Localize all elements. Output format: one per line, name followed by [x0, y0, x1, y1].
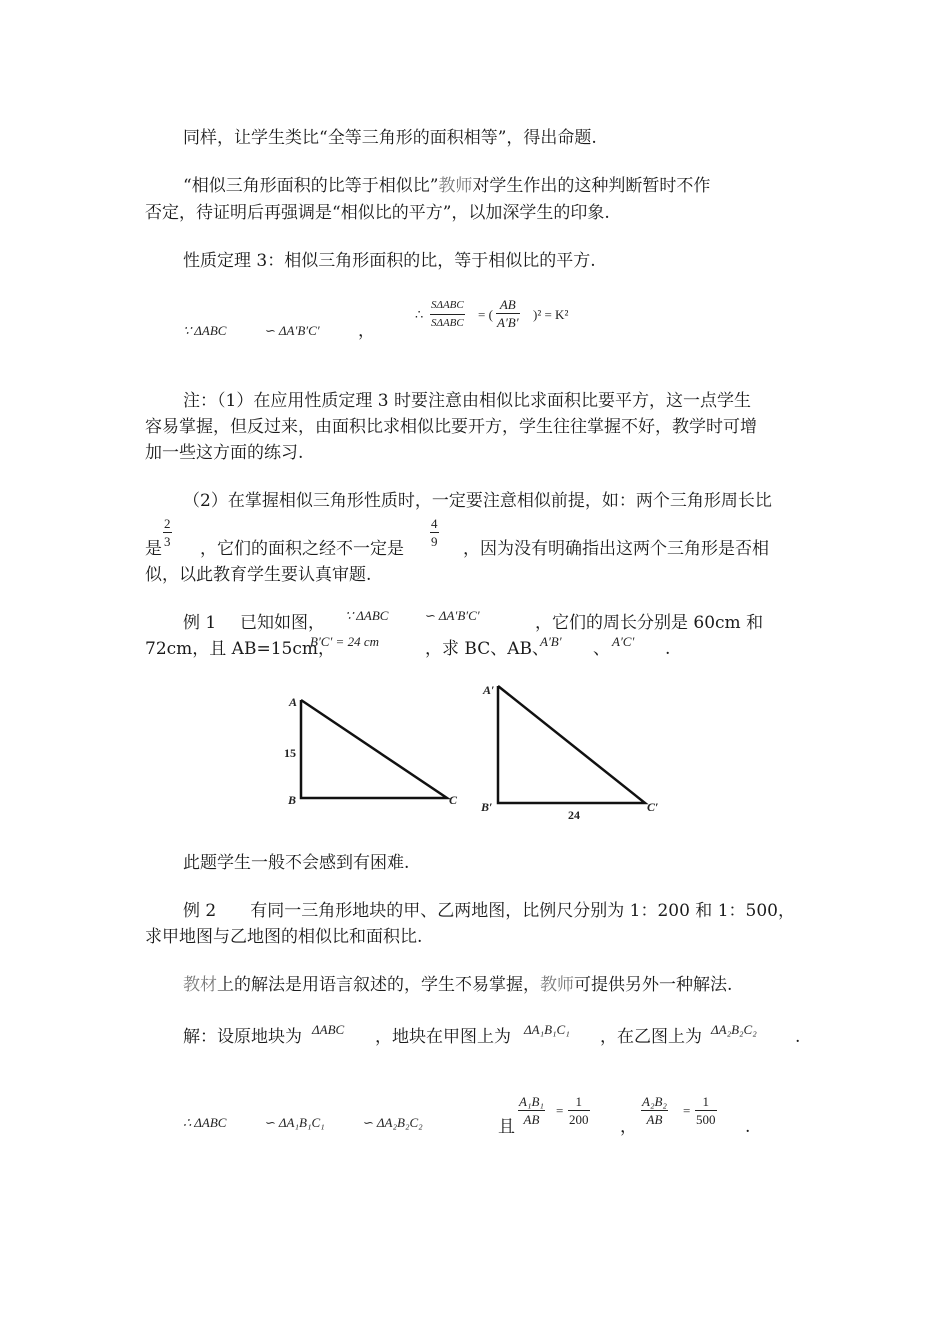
formula2-equals2: =	[683, 1103, 691, 1118]
solution-period: .	[795, 1027, 801, 1047]
value2-fraction	[695, 1094, 717, 1127]
solution-text3: ，在乙图上为	[600, 1027, 702, 1047]
example1-text4: ，求 BC、AB、	[425, 639, 549, 659]
area-numerator: SΔABC	[431, 299, 464, 311]
value1-denominator: 200	[569, 1112, 589, 1127]
area-guess-numerator: 4	[431, 516, 438, 531]
ratio1-numerator: A₁B₁	[519, 1094, 544, 1109]
teacher-link[interactable]: 教师	[438, 176, 473, 196]
side-ratio-fraction	[496, 297, 520, 330]
note2-shi: 是	[145, 539, 162, 559]
formula2-qie: 且	[498, 1117, 515, 1137]
area-guess-denominator: 9	[431, 534, 438, 549]
example1-because-abc: ∵ ΔABC	[345, 608, 389, 623]
note1-line1: 注：（1）在应用性质定理 3 时要注意由相似比求面积比要平方，这一点学生	[183, 391, 751, 411]
perimeter-denominator: 3	[164, 534, 171, 549]
side-bc-prime-length: 24	[568, 808, 580, 820]
proposition-rest: 对学生作出的这种判断暂时不作	[472, 176, 711, 196]
solution-a1b1c1: ΔA₁B₁C₁	[524, 1022, 570, 1037]
formula2-comma: ，	[620, 1117, 637, 1137]
perimeter-ratio-fraction	[163, 516, 172, 549]
example1-ab-prime: A′B′	[540, 634, 562, 649]
formula2-therefore-abc: ∴ ΔABC	[183, 1115, 227, 1130]
value2-numerator: 1	[702, 1094, 709, 1109]
paragraph-analogy: 同样，让学生类比“全等三角形的面积相等”，得出命题.	[183, 128, 597, 148]
example1-sep: 、	[593, 639, 610, 659]
side-numerator: AB	[499, 297, 516, 312]
formula-therefore: ∴	[415, 307, 424, 322]
ratio1-denominator: AB	[523, 1112, 540, 1127]
example1-period: .	[665, 639, 671, 659]
paragraph-proposition-line1	[183, 175, 710, 197]
solution-abc: ΔABC	[312, 1022, 345, 1037]
triangle-abc-prime-sides	[498, 686, 645, 803]
formula2-similar-a2: ∽ ΔA₂B₂C₂	[363, 1115, 423, 1130]
textbook-text: 上的解法是用语言叙述的，学生不易掌握，	[217, 975, 540, 995]
example1-text1: 已知如图，	[240, 613, 325, 633]
note2-end: ，因为没有明确指出这两个三角形是否相	[463, 539, 769, 559]
paragraph-easy: 此题学生一般不会感到有困难.	[183, 853, 410, 873]
vertex-c-prime-label: C′	[647, 800, 659, 814]
note2-line1: （2）在掌握相似三角形性质时，一定要注意相似前提，如：两个三角形周长比	[183, 491, 772, 511]
ratio2-numerator: A₂B₂	[642, 1094, 667, 1109]
side-denominator: A′B′	[497, 315, 519, 330]
theorem-3: 性质定理 3：相似三角形面积的比，等于相似比的平方.	[183, 251, 596, 271]
formula-squared-k: )² = K²	[533, 307, 569, 322]
proposition-quote: “相似三角形面积的比等于相似比”	[183, 176, 439, 196]
area-ratio-fraction	[430, 298, 465, 331]
example1-ac-prime: A′C′	[612, 634, 635, 649]
formula-comma: ，	[358, 321, 375, 341]
triangle-abc	[284, 695, 458, 807]
solution-text1: 解：设原地块为	[183, 1027, 302, 1047]
vertex-c-label: C	[449, 793, 458, 807]
formula-because-abc: ∵ ΔABC	[183, 323, 227, 338]
triangle-figures	[0, 680, 950, 820]
vertex-b-prime-label: B′	[481, 800, 493, 814]
formula-equals-paren: = (	[478, 307, 493, 322]
value1-fraction	[568, 1094, 590, 1127]
vertex-b-label: B	[288, 793, 297, 807]
example2-line1: 例 2 有同一三角形地块的甲、乙两地图，比例尺分别为 1：200 和 1：500，	[183, 901, 795, 921]
formula2-period: .	[745, 1117, 751, 1137]
value1-numerator: 1	[575, 1094, 582, 1109]
value2-denominator: 500	[696, 1112, 716, 1127]
area-denominator: SΔABC	[431, 317, 464, 329]
example1-text3: 72cm，且 AB=15cm，	[145, 639, 335, 659]
solution-a2b2c2: ΔA₂B₂C₂	[711, 1022, 757, 1037]
perimeter-numerator: 2	[164, 516, 171, 531]
vertex-a-prime-label: A′	[483, 683, 495, 697]
textbook-link[interactable]: 教材	[183, 975, 217, 995]
triangle-abc-sides	[301, 700, 447, 798]
solution-text2: ，地块在甲图上为	[375, 1027, 511, 1047]
side-ab-length: 15	[284, 746, 296, 760]
ratio1-fraction	[518, 1094, 545, 1127]
paragraph-textbook	[183, 974, 732, 996]
triangle-abc-prime	[480, 683, 658, 820]
example2-line2: 求甲地图与乙地图的相似比和面积比.	[145, 927, 423, 947]
formula2-similar-a1: ∽ ΔA₁B₁C₁	[265, 1115, 325, 1130]
ratio2-denominator: AB	[646, 1112, 663, 1127]
example1-text2: ，它们的周长分别是 60cm 和	[535, 613, 764, 633]
teacher-link-2[interactable]: 教师	[540, 975, 574, 995]
ratio2-fraction	[641, 1094, 668, 1127]
note2-middle: ，它们的面积之经不一定是	[200, 539, 404, 559]
example1-bc-prime: B′C′ = 24 cm	[310, 634, 379, 649]
note1-line2: 容易掌握，但反过来，由面积比求相似比要开方，学生往往掌握不好，教学时可增	[145, 417, 757, 437]
formula2-equals1: =	[556, 1103, 564, 1118]
paragraph-proposition-line2: 否定，待证明后再强调是“相似比的平方”，以加深学生的印象.	[145, 203, 610, 223]
note1-line3: 加一些这方面的练习.	[145, 443, 304, 463]
vertex-a-label: A	[289, 695, 298, 709]
area-ratio-guess-fraction	[430, 516, 439, 549]
example1-similar: ∽ ΔA′B′C′	[425, 608, 480, 623]
textbook-text-end: 可提供另外一种解法.	[574, 975, 733, 995]
note2-line3: 似，以此教育学生要认真审题.	[145, 565, 372, 585]
example1-label: 例 1	[183, 613, 217, 633]
formula-similar-abc-prime: ∽ ΔA′B′C′	[265, 323, 320, 338]
